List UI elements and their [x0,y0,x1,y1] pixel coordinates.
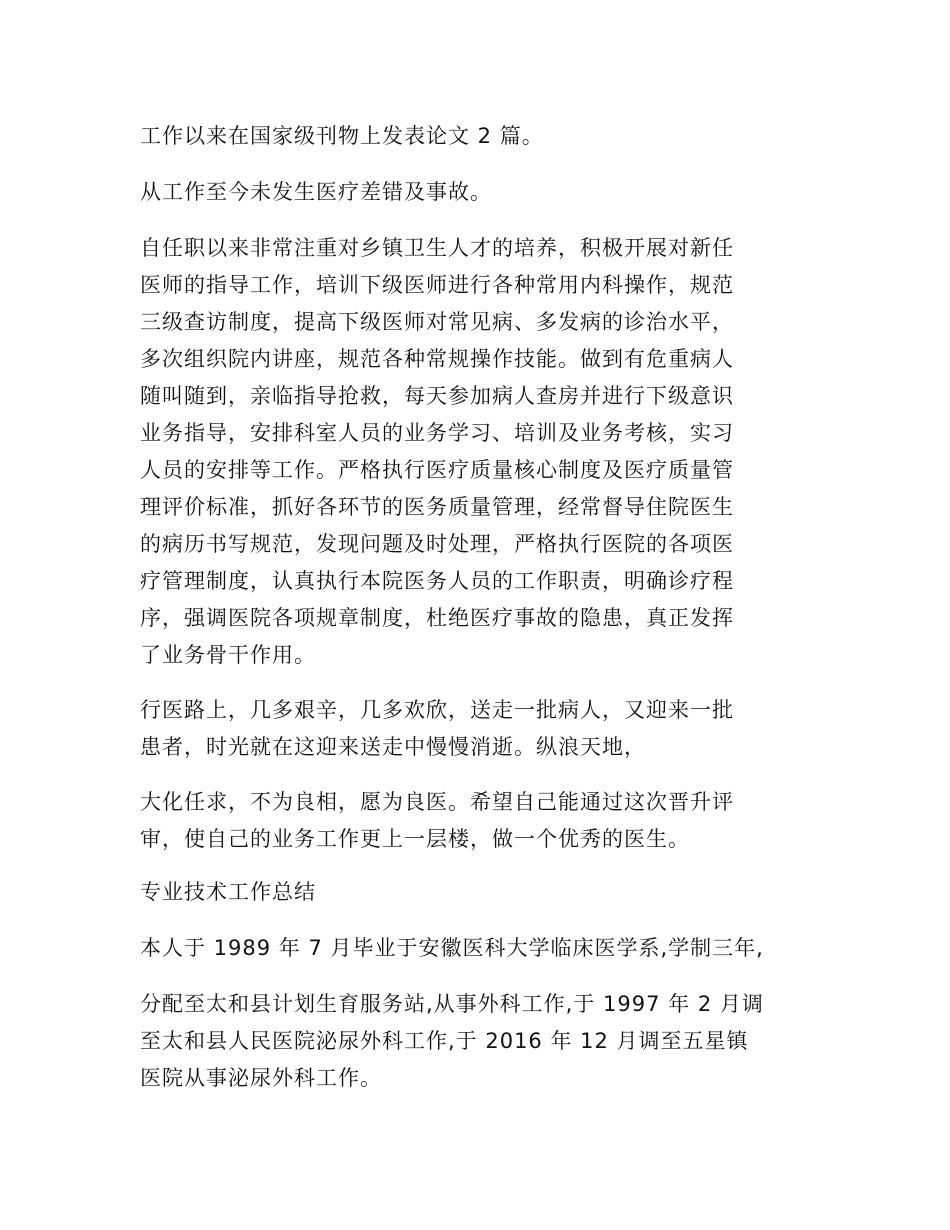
paragraph-no-accidents: 从工作至今未发生医疗差错及事故。 [140,180,492,204]
paragraph-graduation: 本人于 1989 年 7 月毕业于安徽医科大学临床医学系,学制三年, [140,936,764,960]
section-heading: 专业技术工作总结 [140,880,316,904]
paragraph-training-work: 自任职以来非常注重对乡镇卫生人才的培养，积极开展对新任 医师的指导工作，培训下级医师进行各种常用内科操作，规范 三级查访制度，提高下级医师对常见病、多发病的诊治水平， 多次组织院内讲座，规范各种常规操作技能。做到有危重病人 随叫随到，亲临指导抢救，每天参加病人查房并进行下级意识 业务指导，安排科室人员的业务学习、培训及业务考核，实习 人员的安排等工作。严格执行医疗质量核心制度及医疗质量管 理评价标准，抓好各环节的医务质量管理，经常督导住院医生 的病历书写规范，发现问题及时处理，严格执行医院的各项医 疗管理制度，认真执行本院医务人员的工作职责，明确诊疗程 序，强调医院各项规章制度，杜绝医疗事故的隐患，真正发挥 了业务骨干作用。 [140,236,734,667]
paragraph-medical-journey: 行医路上，几多艰辛，几多欢欣，送走一批病人，又迎来一批 患者，时光就在这迎来送走中慢慢消逝。纵浪天地， [140,698,734,759]
paragraph-papers: 工作以来在国家级刊物上发表论文 2 篇。 [140,124,544,148]
paragraph-promotion-hope: 大化任求，不为良相，愿为良医。希望自己能通过这次晋升评 审，使自己的业务工作更上一层楼，做一个优秀的医生。 [140,790,734,851]
paragraph-career-history: 分配至太和县计划生育服务站,从事外科工作,于 1997 年 2 月调 至太和县人民医院泌尿外科工作,于 2016 年 12 月调至五星镇 医院从事泌尿外科工作。 [140,992,764,1090]
